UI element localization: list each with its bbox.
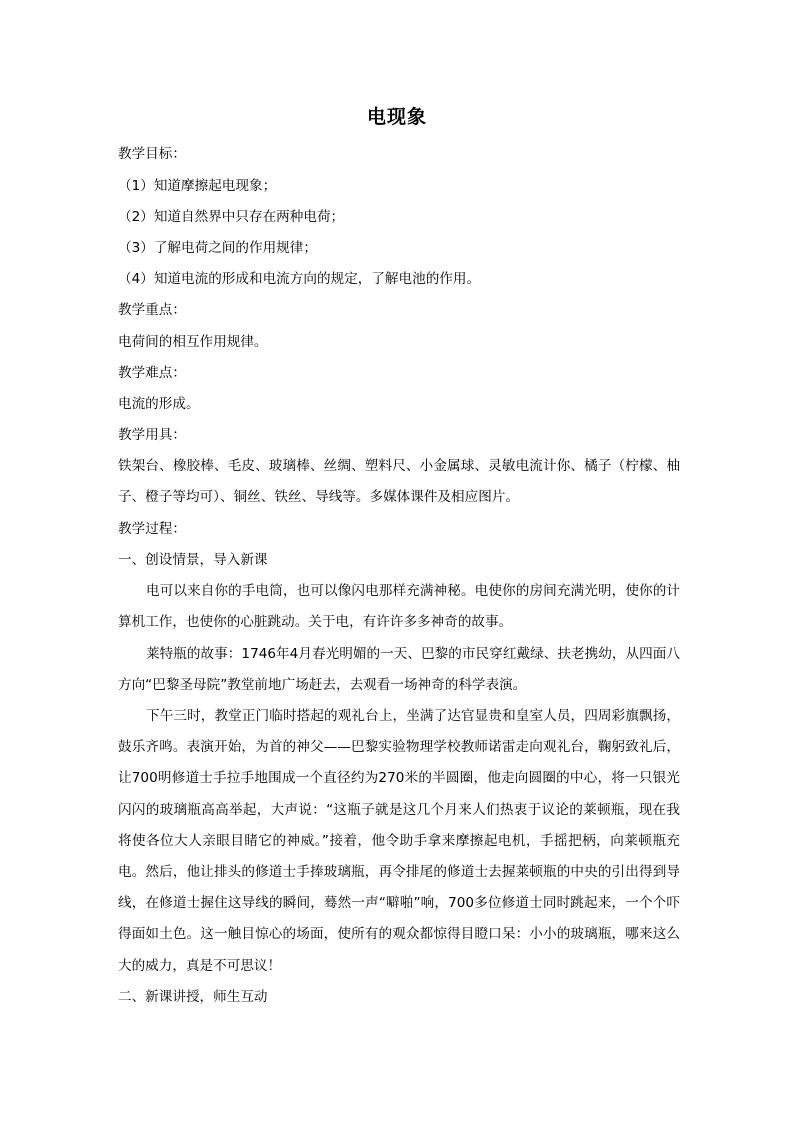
objective-item-2: （2）知道自然界中只存在两种电荷；	[118, 209, 345, 225]
key-points-heading: 教学重点：	[118, 302, 186, 318]
objectives-heading: 教学目标：	[118, 146, 186, 162]
section1-heading: 一、创设情景，导入新课	[118, 552, 268, 568]
process-heading: 教学过程：	[118, 521, 186, 537]
document-title: 电现象	[366, 106, 427, 128]
section1-paragraph-3: 下午三时，教堂正门临时搭起的观礼台上，坐满了达官显贵和皇室人员，四周彩旗飘扬，鼓乐齐鸣。表演开始，为首的神父——巴黎实验物理学校教师诺雷走向观礼台，鞠躬致礼后，让700明修道士手拉手地围成一个直径约为270米的半圆圈，他走向圆圈的中心，将一只银光闪闪的玻璃瓶高高举起，大声说：“这瓶子就是这几个月来人们热衷于议论的莱顿瓶，现在我将使各位大人亲眼目睹它的神威。”接着，他令助手拿来摩擦起电机，手摇把柄，向莱顿瓶充电。然后，他让排头的修道士手捧玻璃瓶，再令排尾的修道士去握莱顿瓶的中央的引出得到导线，在修道士握住这导线的瞬间，蓦然一声“噼啪”响，700多位修道士同时跳起来，一个个吓得面如土色。这一触目惊心的场面，使所有的观众都惊得目瞪口呆：小小的玻璃瓶，哪来这么大的威力，真是不可思议！	[118, 708, 680, 974]
difficulties-heading: 教学难点：	[118, 365, 186, 381]
difficulties-text: 电流的形成。	[118, 396, 200, 412]
section1-paragraph-1: 电可以来自你的手电筒，也可以像闪电那样充满神秘。电使你的房间充满光明，使你的计算机工作，也使你的心脏跳动。关于电，有许许多多神奇的故事。	[118, 583, 680, 631]
objective-item-4: （4）知道电流的形成和电流方向的规定，了解电池的作用。	[118, 271, 481, 287]
section1-paragraph-2: 莱特瓶的故事：1746年4月春光明媚的一天、巴黎的市民穿红戴绿、扶老携幼，从四面八方向“巴黎圣母院”教堂前地广场赶去，去观看一场神奇的科学表演。	[118, 646, 680, 694]
objective-item-3: （3）了解电荷之间的作用规律；	[118, 240, 317, 256]
objective-item-1: （1）知道摩擦起电现象；	[118, 178, 277, 194]
tools-text: 铁架台、橡胶棒、毛皮、玻璃棒、丝绸、塑料尺、小金属球、灵敏电流计你、橘子（柠檬、柚子、橙子等均可）、铜丝、铁丝、导线等。多媒体课件及相应图片。	[118, 458, 680, 506]
section2-heading: 二、新课讲授，师生互动	[118, 989, 268, 1005]
tools-heading: 教学用具：	[118, 427, 186, 443]
key-points-text: 电荷间的相互作用规律。	[118, 334, 268, 350]
